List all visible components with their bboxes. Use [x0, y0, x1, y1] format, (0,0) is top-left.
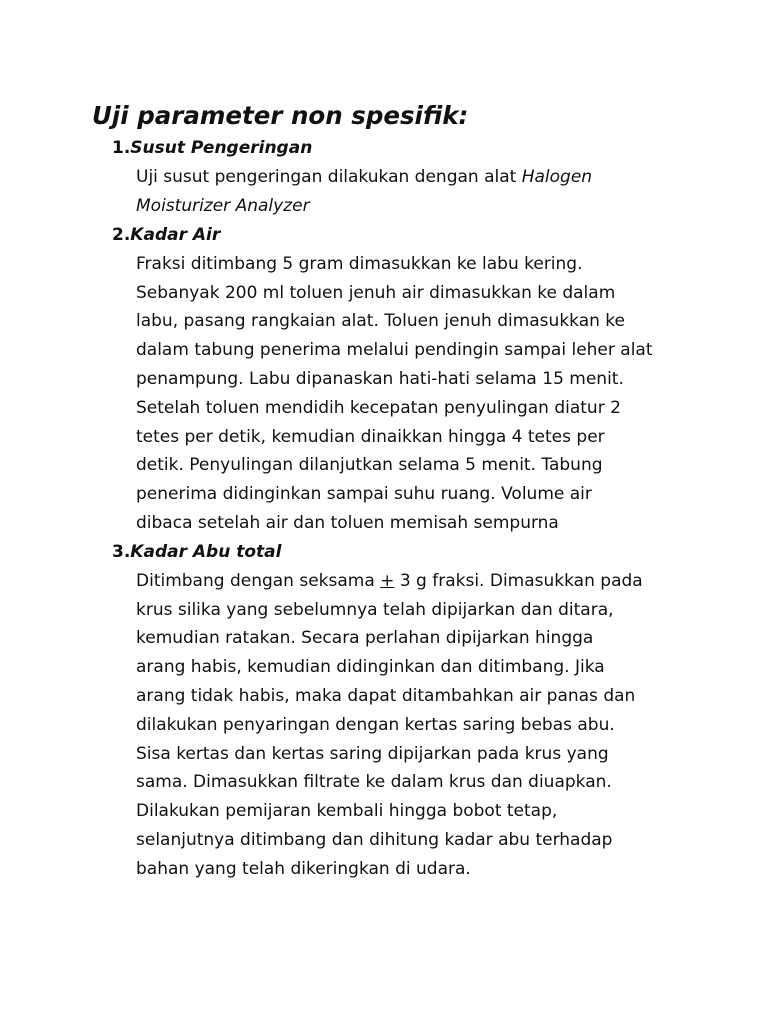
body-line [136, 163, 696, 192]
body-line: penerima didinginkan sampai suhu ruang. Volume air [136, 484, 592, 505]
body-line: dalam tabung penerima melalui pendingin sampai leher alat [136, 340, 653, 361]
section-number: 3. [112, 542, 131, 562]
body-text: Ditimbang dengan seksama [136, 570, 381, 591]
body-line: tetes per detik, kemudian dinaikkan hingga 4 tetes per [136, 426, 605, 447]
body-line: penampung. Labu dipanaskan hati-hati selama 15 menit. [136, 368, 624, 389]
italic-term: Halogen [521, 166, 593, 187]
body-line: detik. Penyulingan dilanjutkan selama 5 menit. Tabung [136, 455, 603, 476]
section-title: Kadar Abu total [130, 542, 282, 562]
body-text: Uji susut pengeringan dilakukan dengan alat [136, 166, 522, 187]
body-line: arang habis, kemudian didinginkan dan ditimbang. Jika [136, 657, 605, 678]
body-line: bahan yang telah dikeringkan di udara. [136, 858, 471, 879]
section-title: Kadar Air [130, 225, 221, 245]
body-line: Moisturizer Analyzer [136, 195, 310, 216]
section-heading [112, 221, 692, 250]
document-title: Uji parameter non spesifik: [92, 101, 469, 130]
body-line: dilakukan penyaringan dengan kertas saring bebas abu. [136, 714, 615, 735]
body-line: Fraksi ditimbang 5 gram dimasukkan ke labu kering. [136, 253, 583, 274]
body-line: krus silika yang sebelumnya telah dipijarkan dan ditara, [136, 599, 614, 620]
body-line: sama. Dimasukkan filtrate ke dalam krus dan diuapkan. [136, 772, 612, 793]
body-line: arang tidak habis, maka dapat ditambahkan air panas dan [136, 685, 636, 706]
section-number: 1. [112, 138, 131, 158]
body-line: Setelah toluen mendidih kecepatan penyulingan diatur 2 [136, 397, 621, 418]
body-line: Sisa kertas dan kertas saring dipijarkan pada krus yang [136, 743, 609, 764]
section-number: 2. [112, 225, 131, 245]
section-body [136, 567, 696, 884]
body-line: dibaca setelah air dan toluen memisah sempurna [136, 512, 559, 533]
body-line: labu, pasang rangkaian alat. Toluen jenuh dimasukkan ke [136, 311, 625, 332]
section-susut-pengeringan [112, 134, 692, 220]
section-heading [112, 134, 692, 163]
section-title: Susut Pengeringan [130, 138, 313, 158]
section-body [136, 163, 696, 221]
body-text: 3 g fraksi. Dimasukkan pada [394, 570, 643, 591]
section-kadar-air [112, 221, 692, 538]
body-line [136, 567, 696, 596]
plus-minus-symbol: + [380, 570, 395, 591]
body-line: selanjutnya ditimbang dan dihitung kadar abu terhadap [136, 829, 613, 850]
body-line: kemudian ratakan. Secara perlahan dipijarkan hingga [136, 628, 594, 649]
body-line: Sebanyak 200 ml toluen jenuh air dimasukkan ke dalam [136, 282, 616, 303]
body-line: Dilakukan pemijaran kembali hingga bobot tetap, [136, 801, 558, 822]
section-heading [112, 538, 692, 567]
section-body [136, 250, 696, 538]
section-kadar-abu-total [112, 538, 692, 884]
